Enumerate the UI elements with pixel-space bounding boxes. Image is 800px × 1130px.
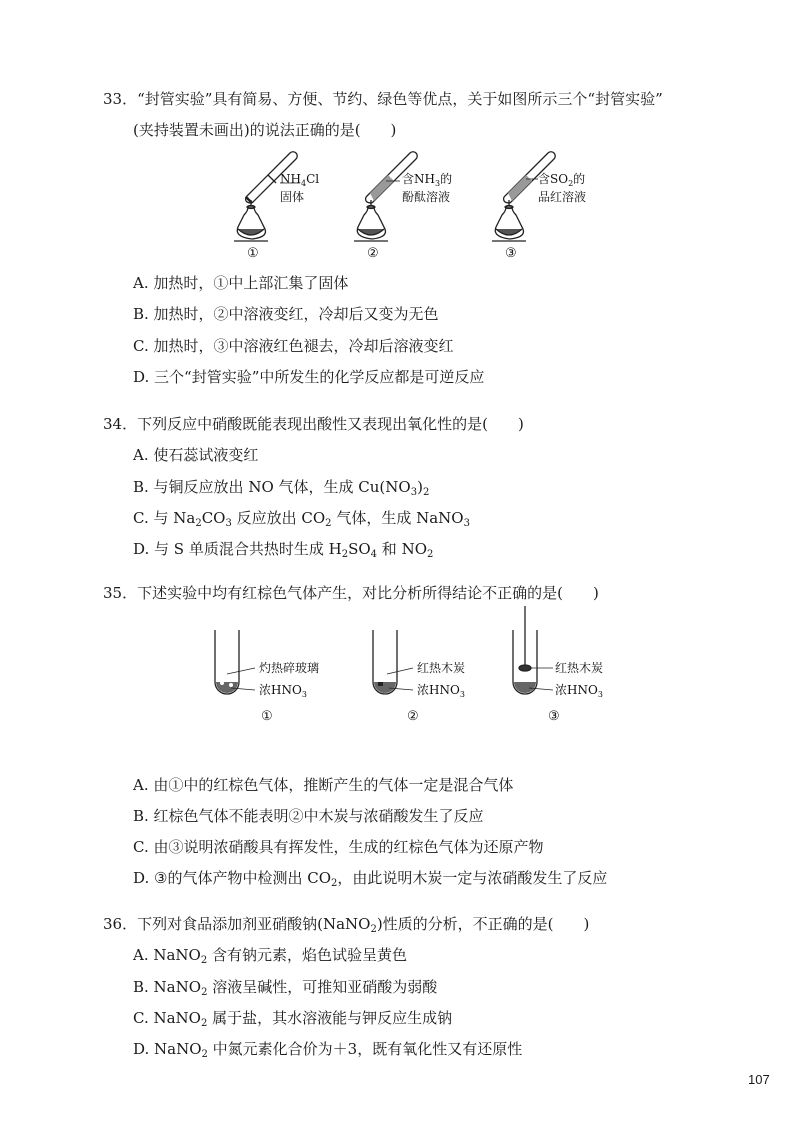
fig33-label-2b: 酚酞溶液: [402, 190, 451, 204]
q33-option-b: B. 加热时，②中溶液变红，冷却后又变为无色: [133, 305, 439, 323]
q35-option-a: A. 由①中的红棕色气体，推断产生的气体一定是混合气体: [133, 776, 514, 794]
fig35-num-3: ③: [548, 709, 560, 724]
q34-option-d: D. 与 S 单质混合共热时生成 $H_2SO_4$ 和 $NO_2$: [133, 540, 434, 560]
fig33-num-3: ③: [505, 246, 517, 261]
q34-stem: 34．下列反应中硝酸既能表现出酸性又表现出氧化性的是( ): [103, 415, 524, 433]
q35-option-c: C. 由③说明浓硝酸具有挥发性，生成的红棕色气体为还原产物: [133, 838, 544, 856]
q34-option-a: A. 使石蕊试液变红: [133, 446, 259, 464]
q36-stem: 36．下列对食品添加剂亚硝酸钠(NaNO$_2$)性质的分析，不正确的是( ): [103, 915, 590, 935]
fig35-label-2a: 红热木炭: [417, 661, 466, 675]
test-tube-2: [373, 630, 413, 694]
fig35-num-1: ①: [261, 709, 273, 724]
test-tube-1: [215, 630, 255, 694]
fig35-label-3a: 红热木炭: [555, 661, 604, 675]
fig33-label-1b: 固体: [280, 190, 305, 204]
q34-option-b: B. 与铜反应放出 NO 气体，生成 $Cu(NO_3)_2$: [133, 478, 430, 498]
q34-option-c: C. 与 $Na_2CO_3$ 反应放出 $CO_2$ 气体，生成 NaNO$_3$: [133, 509, 470, 529]
fig33-label-2a: 含$NH_3$的: [402, 172, 453, 188]
test-tube-3: [513, 606, 553, 694]
fig35-label-1b: 浓$HNO_3$: [259, 683, 307, 699]
fig33-num-1: ①: [247, 246, 259, 261]
q33-figure: [228, 145, 628, 263]
fig33-label-3b: 品红溶液: [538, 190, 587, 204]
fig33-num-2: ②: [367, 246, 379, 261]
q36-option-b: B. NaNO$_2$ 溶液呈碱性，可推知亚硝酸为弱酸: [133, 978, 438, 998]
q35-stem: 35．下述实验中均有红棕色气体产生，对比分析所得结论不正确的是( ): [103, 584, 599, 602]
q36-option-c: C. NaNO$_2$ 属于盐，其水溶液能与钾反应生成钠: [133, 1009, 453, 1029]
q33-option-a: A. 加热时，①中上部汇集了固体: [133, 274, 349, 292]
fig35-label-3b: 浓$HNO_3$: [555, 683, 603, 699]
fig33-label-1a: $NH_4Cl$: [280, 172, 320, 188]
q35-option-b: B. 红棕色气体不能表明②中木炭与浓硝酸发生了反应: [133, 807, 484, 825]
fig35-label-1a: 灼热碎玻璃: [259, 661, 320, 675]
fig35-label-2b: 浓$HNO_3$: [417, 683, 465, 699]
q33-option-d: D. 三个“封管实验”中所发生的化学反应都是可逆反应: [133, 368, 485, 386]
q36-option-d: D. NaNO$_2$ 中氮元素化合价为＋3，既有氧化性又有还原性: [133, 1040, 523, 1060]
q36-option-a: A. NaNO$_2$ 含有钠元素，焰色试验呈黄色: [133, 946, 408, 966]
q33-option-c: C. 加热时，③中溶液红色褪去，冷却后溶液变红: [133, 337, 454, 355]
q35-option-d: D. ③的气体产物中检测出 $CO_2$，由此说明木炭一定与浓硝酸发生了反应: [133, 869, 608, 889]
page-number: 107: [748, 1072, 770, 1087]
fig33-label-3a: 含$SO_2$的: [538, 172, 586, 188]
q33-stem-line1: 33．“封管实验”具有简易、方便、节约、绿色等优点，关于如图所示三个“封管实验”: [103, 90, 663, 108]
fig35-num-2: ②: [407, 709, 419, 724]
q33-stem-line2: (夹持装置未画出)的说法正确的是( ): [133, 121, 397, 139]
q35-figure: [205, 606, 615, 726]
